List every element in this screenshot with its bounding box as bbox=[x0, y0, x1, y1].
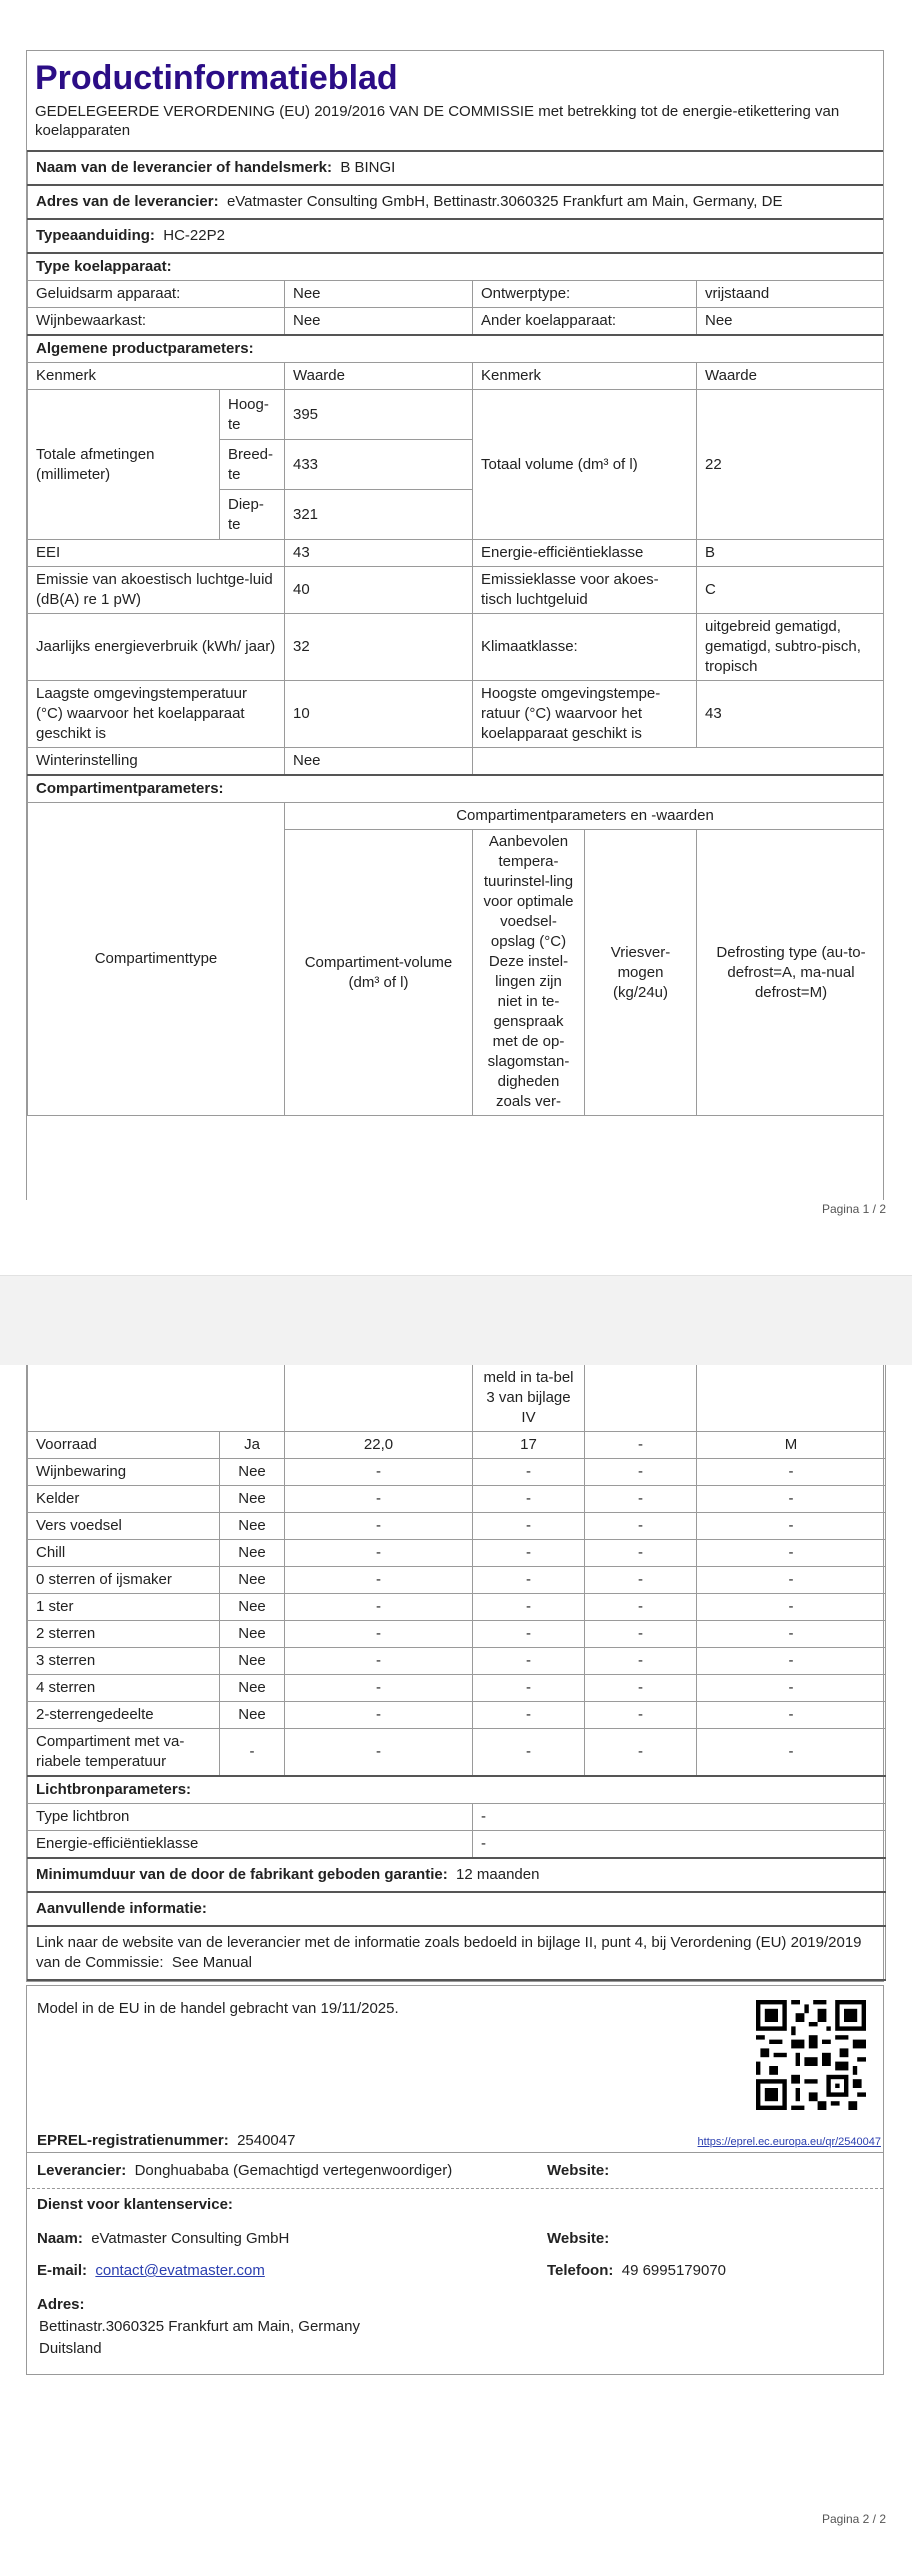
dimension-row-depth: Diep-te 321 bbox=[28, 490, 885, 540]
page-gap bbox=[0, 1275, 912, 1366]
general-head-row: Kenmerk Waarde Kenmerk Waarde bbox=[28, 363, 885, 390]
rep-website-label: Website: bbox=[547, 2162, 610, 2179]
supplier-row bbox=[28, 151, 885, 185]
compartment-row: Voorraad Ja 22,0 17 - M bbox=[28, 1432, 886, 1459]
service-email: E-mail: contact@evatmaster.com bbox=[37, 2262, 265, 2279]
page-number: Pagina 2 / 2 bbox=[821, 2512, 886, 2526]
compartment-section-header: Compartimentparameters: bbox=[28, 775, 885, 803]
service-address-label: Adres: bbox=[37, 2296, 85, 2313]
warranty-label: Minimumduur van de door de fabrikant geboden garantie: bbox=[36, 1866, 448, 1883]
compartment-row: 0 sterren of ijsmaker Nee - - - - bbox=[28, 1567, 886, 1594]
rep-value: Donghuababa (Gemachtigd vertegenwoordiger) bbox=[134, 2162, 453, 2179]
type-section-header: Type koelapparaat: bbox=[28, 253, 885, 281]
supplier-value: B BINGI bbox=[340, 159, 396, 176]
volume-value: 22 bbox=[697, 390, 885, 540]
general-section-header: Algemene productparameters: bbox=[28, 335, 885, 363]
eprel-label: EPREL-registratienummer: bbox=[37, 2132, 229, 2149]
eprel-link[interactable]: https://eprel.ec.europa.eu/qr/2540047 bbox=[697, 2136, 881, 2148]
compartment-row: Chill Nee - - - - bbox=[28, 1540, 886, 1567]
eprel-box bbox=[26, 1985, 884, 2375]
compartment-group-header: Compartimentparameters en -waarden bbox=[285, 803, 885, 830]
email-link[interactable]: contact@evatmaster.com bbox=[95, 2262, 265, 2279]
model-row bbox=[28, 219, 885, 253]
compartment-row: Wijnbewaring Nee - - - - bbox=[28, 1459, 886, 1486]
general-row: EEI 43 Energie-efficiëntieklasse B bbox=[28, 540, 885, 567]
regulation-subtitle: GEDELEGEERDE VERORDENING (EU) 2019/2016 VAN DE COMMISSIE met betrekking tot de energie-etikettering van koelapparaten bbox=[35, 103, 840, 139]
service-website-label: Website: bbox=[547, 2230, 610, 2247]
representative bbox=[37, 2162, 452, 2179]
general-row: Laagste omgevingstemperatuur (°C) waarvoor het koelapparaat geschikt is 10 Hoogste omgevingstempe-ratuur (°C) waarvoor het koelapparaat geschikt is 43 bbox=[28, 681, 885, 748]
compartment-row: 2 sterren Nee - - - - bbox=[28, 1621, 886, 1648]
compartment-row: 4 sterren Nee - - - - bbox=[28, 1675, 886, 1702]
dimension-row-width: Breed-te 433 bbox=[28, 440, 885, 490]
general-row: Jaarlijks energieverbruik (kWh/ jaar) 32 Klimaatklasse: uitgebreid gematigd, gematigd, subtro-pisch, tropisch bbox=[28, 614, 885, 681]
address-label: Adres van de leverancier: bbox=[36, 193, 219, 210]
service-name: Naam: eVatmaster Consulting GmbH bbox=[37, 2230, 290, 2247]
temp-header-part-a: Aanbevolen tempera-tuurinstel-ling voor optimale voedsel-opslag (°C) bbox=[483, 833, 574, 950]
light-row: Energie-efficiëntieklasse - bbox=[28, 1831, 886, 1859]
divider bbox=[27, 2152, 883, 2153]
model-value: HC-22P2 bbox=[163, 227, 225, 244]
market-date: Model in de EU in de handel gebracht van 19/11/2025. bbox=[37, 2000, 399, 2017]
light-section-header: Lichtbronparameters: bbox=[28, 1776, 886, 1804]
dashed-divider bbox=[27, 2188, 883, 2189]
dimensions-label: Totale afmetingen (millimeter) bbox=[28, 390, 220, 540]
compartment-row: Kelder Nee - - - - bbox=[28, 1486, 886, 1513]
page-number: Pagina 1 / 2 bbox=[821, 1202, 886, 1216]
page-2 bbox=[0, 1365, 912, 2560]
compartment-head-row-1 bbox=[28, 803, 885, 830]
compartment-row: 1 ster Nee - - - - bbox=[28, 1594, 886, 1621]
rep-label: Leverancier: bbox=[37, 2162, 127, 2179]
page-1 bbox=[0, 0, 912, 1275]
compartment-row: Compartiment met va-riabele temperatuur - - - - - bbox=[28, 1729, 886, 1777]
service-phone: Telefoon: 49 6995179070 bbox=[547, 2262, 727, 2279]
compartment-head-continued bbox=[28, 1365, 886, 1432]
additional-section-header: Aanvullende informatie: bbox=[28, 1892, 886, 1926]
temp-header-part-b: Deze instel-lingen zijn niet in te-genspraak met de op-slagomstan-digheden zoals ver- bbox=[487, 953, 570, 1110]
eprel-number bbox=[37, 2132, 295, 2149]
page-title: Productinformatieblad bbox=[35, 59, 398, 97]
compartment-head-row-2: Compartiment-volume (dm³ of l) Aanbevolen tempera-tuurinstel-ling voor optimale voedsel-opslag (°C) Deze instel-lingen zijn niet in te-genspraak met de op-slagomstan-digheden zoals ver- Vriesver-mogen (kg/24u) Defrosting type (au-to-defrost=A, ma-nual defrost=M) bbox=[28, 830, 885, 1116]
temp-header-part-c: meld in ta-bel 3 van bijlage IV bbox=[473, 1365, 585, 1432]
volume-label: Totaal volume (dm³ of l) bbox=[473, 390, 697, 540]
model-label: Typeaanduiding: bbox=[36, 227, 155, 244]
service-address-line2: Duitsland bbox=[39, 2340, 102, 2357]
qr-code-icon bbox=[756, 2000, 866, 2110]
service-address-line1: Bettinastr.3060325 Frankfurt am Main, Germany bbox=[39, 2318, 360, 2335]
info-table-p1 bbox=[27, 150, 884, 1116]
address-value: eVatmaster Consulting GmbH, Bettinastr.3060325 Frankfurt am Main, Germany, DE bbox=[226, 193, 783, 210]
compartment-row: 2-sterrengedeelte Nee - - - - bbox=[28, 1702, 886, 1729]
light-row: Type lichtbron - bbox=[28, 1804, 886, 1831]
warranty-row bbox=[28, 1858, 886, 1892]
compartment-row: 3 sterren Nee - - - - bbox=[28, 1648, 886, 1675]
warranty-value: 12 maanden bbox=[456, 1866, 540, 1883]
type-row: Geluidsarm apparaat: Nee Ontwerptype: vrijstaand bbox=[28, 281, 885, 308]
compartment-type-header: Compartimenttype bbox=[28, 803, 285, 1116]
address-row bbox=[28, 185, 885, 219]
winter-row: Winterinstelling Nee bbox=[28, 748, 885, 776]
page-2-frame bbox=[26, 1365, 884, 1982]
additional-info-row bbox=[28, 1926, 886, 1980]
additional-text: Link naar de website van de leverancier met de informatie zoals bedoeld in bijlage II, punt 4, bij Verordening (EU) 2019/2019 van de Commissie: bbox=[36, 1934, 862, 1971]
page-1-frame bbox=[26, 50, 884, 1200]
compartment-table-p2 bbox=[27, 1365, 886, 1981]
type-row: Wijnbewaarkast: Nee Ander koelapparaat: Nee bbox=[28, 308, 885, 336]
manual-link[interactable]: See Manual bbox=[171, 1954, 252, 1971]
compartment-row: Vers voedsel Nee - - - - bbox=[28, 1513, 886, 1540]
supplier-label: Naam van de leverancier of handelsmerk: bbox=[36, 159, 332, 176]
dimension-row-height: Totale afmetingen (millimeter) Hoog-te 395 Totaal volume (dm³ of l) 22 bbox=[28, 390, 885, 440]
eprel-value: 2540047 bbox=[237, 2132, 296, 2149]
service-title: Dienst voor klantenservice: bbox=[37, 2196, 233, 2213]
general-row: Emissie van akoestisch luchtge-luid (dB(A) re 1 pW) 40 Emissieklasse voor akoes-tisch luchtgeluid C bbox=[28, 567, 885, 614]
